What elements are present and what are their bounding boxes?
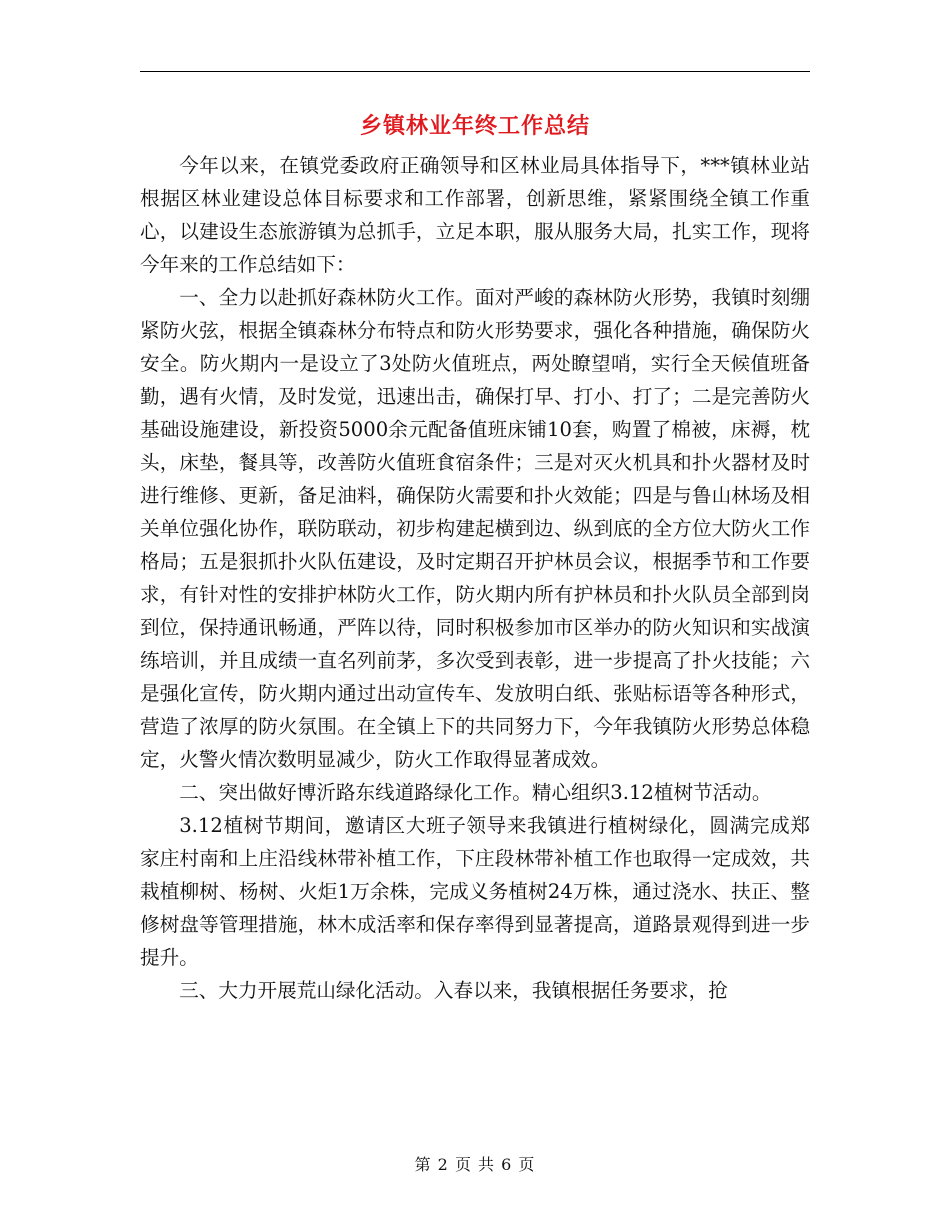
header-rule <box>140 71 810 72</box>
paragraph-fire-prevention: 一、全力以赴抓好森林防火工作。面对严峻的森林防火形势，我镇时刻绷紧防火弦，根据全镇森林分布特点和防火形势要求，强化各种措施，确保防火安全。防火期内一是设立了3处防火值班点，两处瞭望哨，实行全天候值班备勤，遇有火情，及时发觉，迅速出击，确保打早、打小、打了；二是完善防火基础设施建设，新投资5000余元配备值班床铺10套，购置了棉被，床褥，枕头，床垫，餐具等，改善防火值班食宿条件；三是对灭火机具和扑火器材及时进行维修、更新，备足油料，确保防火需要和扑火效能；四是与鲁山林场及相关单位强化协作，联防联动，初步构建起横到边、纵到底的全方位大防火工作格局；五是狠抓扑火队伍建设，及时定期召开护林员会议，根据季节和工作要求，有针对性的安排护林防火工作，防火期内所有护林员和扑火队员全部到岗到位，保持通讯畅通，严阵以待，同时积极参加市区举办的防火知识和实战演练培训，并且成绩一直名列前茅，多次受到表彰，进一步提高了扑火技能；六是强化宣传，防火期内通过出动宣传车、发放明白纸、张贴标语等各种形式，营造了浓厚的防火氛围。在全镇上下的共同努力下，今年我镇防火形势总体稳定，火警火情次数明显减少，防火工作取得显著成效。 <box>140 286 810 771</box>
document-body <box>140 149 810 1007</box>
paragraph-road-greening: 二、突出做好博沂路东线道路绿化工作。精心组织3.12植树节活动。 <box>179 781 772 804</box>
paragraph-arbor-day: 3.12植树节期间，邀请区大班子领导来我镇进行植树绿化，圆满完成郑家庄村南和上庄沿线林带补植工作，下庄段林带补植工作也取得一定成效，共栽植柳树、杨树、火炬1万余株，完成义务植树24万株，通过浇水、扶正、整修树盘等管理措施，林木成活率和保存率得到显著提高，道路景观得到进一步提升。 <box>140 814 810 969</box>
paragraph-hill-greening: 三、大力开展荒山绿化活动。入春以来，我镇根据任务要求，抢 <box>179 979 728 1002</box>
paragraph-intro: 今年以来，在镇党委政府正确领导和区林业局具体指导下，***镇林业站根据区林业建设总体目标要求和工作部署，创新思维，紧紧围绕全镇工作重心，以建设生态旅游镇为总抓手，立足本职，服从服务大局，扎实工作，现将今年来的工作总结如下： <box>140 154 810 276</box>
page-number-footer: 第 2 页 共 6 页 <box>414 1155 536 1174</box>
document-title: 乡镇林业年终工作总结 <box>359 113 590 139</box>
